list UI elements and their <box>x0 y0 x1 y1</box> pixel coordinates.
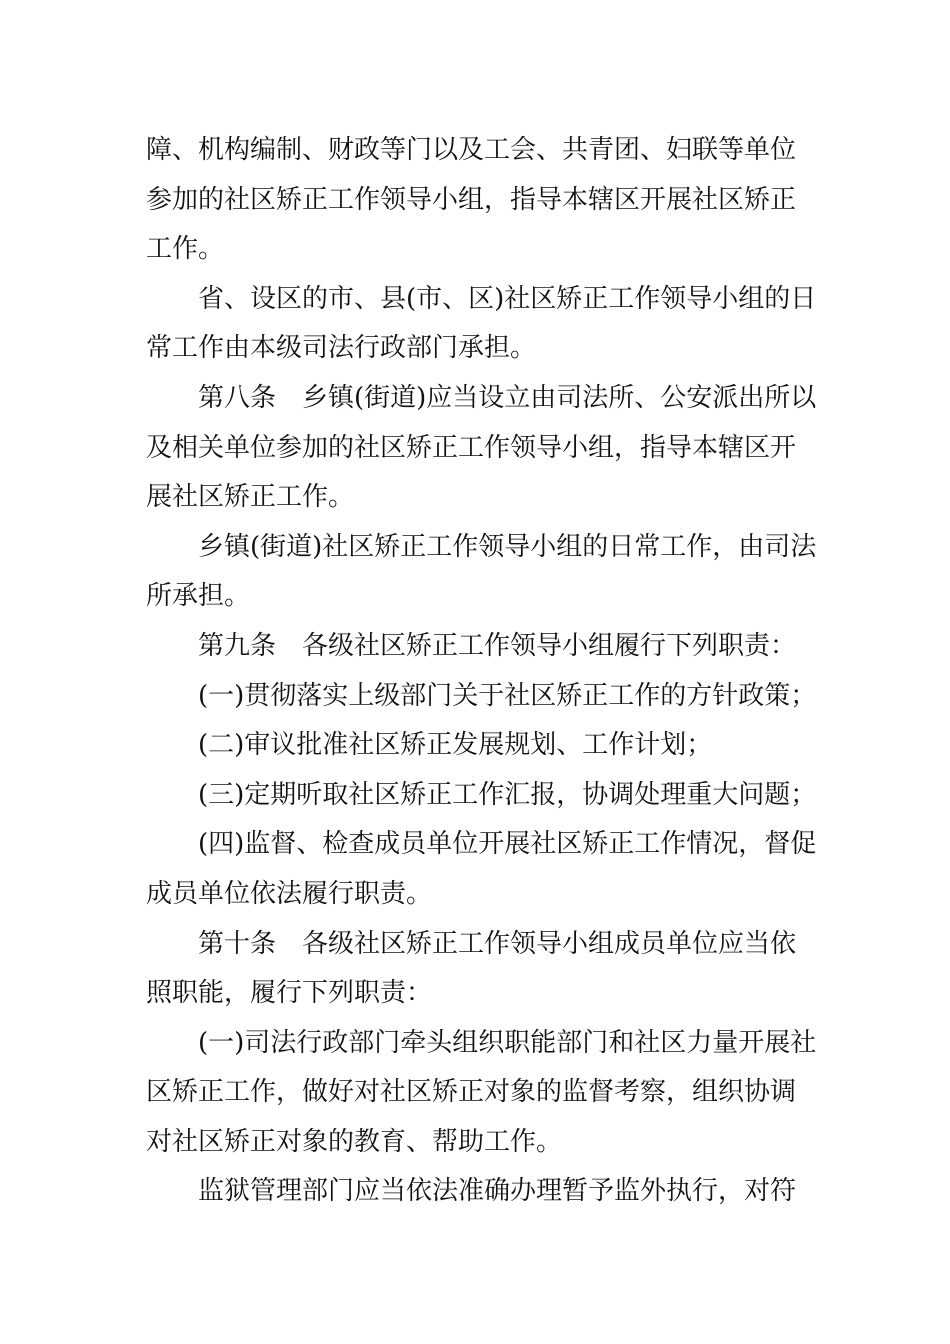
text-line: 参加的社区矫正工作领导小组，指导本辖区开展社区矫正 <box>146 184 797 215</box>
text-line: 乡镇(街道)社区矫正工作领导小组的日常工作，由司法 <box>198 531 817 562</box>
list-item-5 <box>146 1019 816 1168</box>
article-10 <box>146 920 816 1019</box>
list-item-1 <box>146 672 816 722</box>
text-line: 省、设区的市、县(市、区)社区矫正工作领导小组的日 <box>198 283 817 314</box>
text-line: 障、机构编制、财政等门以及工会、共青团、妇联等单位 <box>146 135 797 165</box>
text-line: (一)贯彻落实上级部门关于社区矫正工作的方针政策； <box>198 680 817 711</box>
text-line: 所承担。 <box>146 581 251 612</box>
text-line: 第九条 各级社区矫正工作领导小组履行下列职责： <box>198 630 797 661</box>
text-line: 成员单位依法履行职责。 <box>146 878 433 909</box>
list-item-3 <box>146 771 816 821</box>
text-line: 工作。 <box>146 234 225 265</box>
paragraph-1 <box>146 126 816 275</box>
paragraph-2 <box>146 275 816 374</box>
text-line: 及相关单位参加的社区矫正工作领导小组，指导本辖区开 <box>146 432 797 463</box>
text-line: 常工作由本级司法行政部门承担。 <box>146 333 537 364</box>
text-line: 对社区矫正对象的教育、帮助工作。 <box>146 1126 563 1157</box>
text-line: (二)审议批准社区矫正发展规划、工作计划； <box>198 730 713 761</box>
text-line: (四)监督、检查成员单位开展社区矫正工作情况，督促 <box>198 829 817 860</box>
text-line: 第八条 乡镇(街道)应当设立由司法所、公安派出所以 <box>198 382 817 413</box>
paragraph-4 <box>146 523 816 622</box>
text-line: 区矫正工作，做好对社区矫正对象的监督考察，组织协调 <box>146 1077 797 1108</box>
text-line: 照职能，履行下列职责： <box>146 978 433 1009</box>
text-line: (一)司法行政部门牵头组织职能部门和社区力量开展社 <box>198 1027 817 1058</box>
text-line: 展社区矫正工作。 <box>146 482 355 513</box>
list-item-4 <box>146 820 816 919</box>
list-item-2 <box>146 721 816 771</box>
document-body <box>146 126 816 1217</box>
article-8 <box>146 374 816 523</box>
article-9 <box>146 622 816 672</box>
text-line: 第十条 各级社区矫正工作领导小组成员单位应当依 <box>198 928 797 959</box>
paragraph-12 <box>146 1167 816 1217</box>
text-line: (三)定期听取社区矫正工作汇报，协调处理重大问题； <box>198 779 817 810</box>
text-line: 监狱管理部门应当依法准确办理暂予监外执行，对符 <box>198 1176 797 1207</box>
